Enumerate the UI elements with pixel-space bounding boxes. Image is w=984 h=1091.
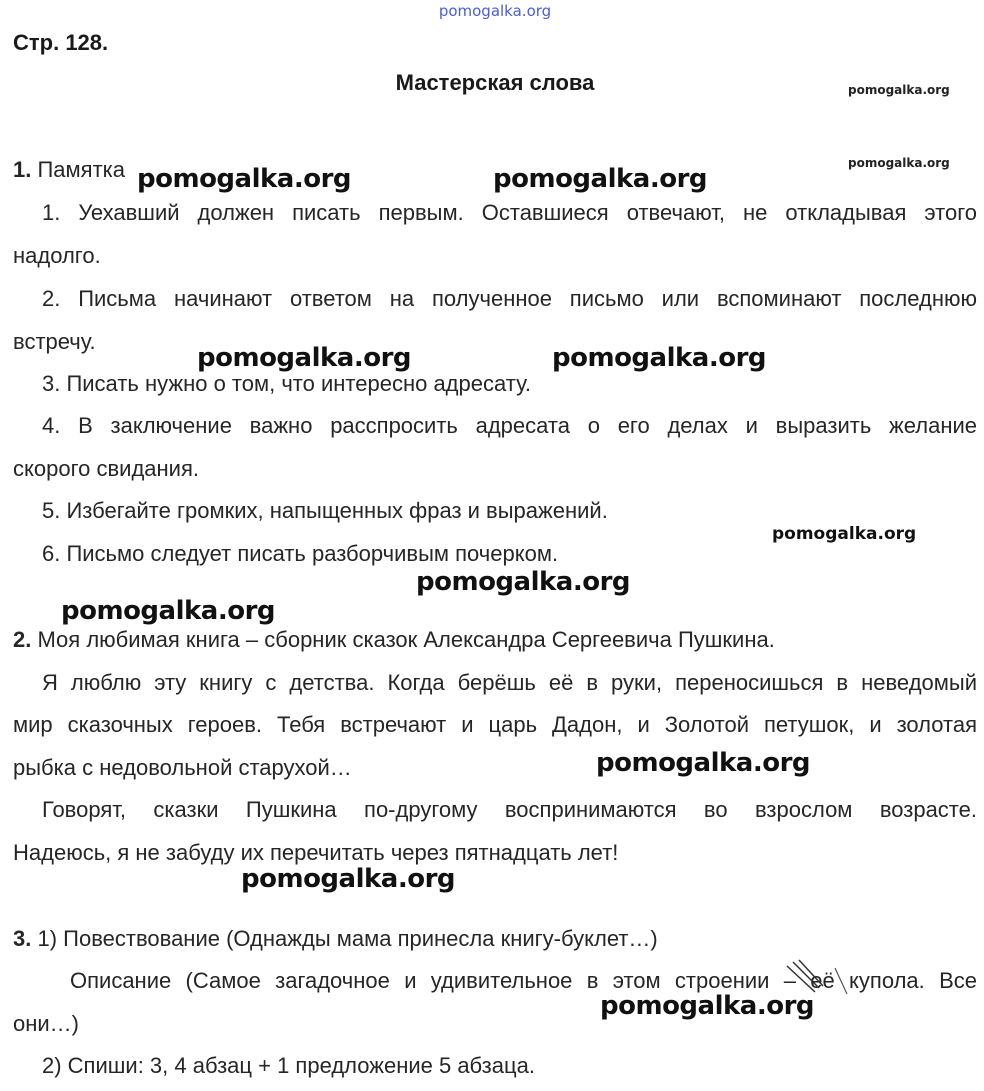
text-line: Я люблю эту книгу с детства. Когда берёшь её в руки, переносишься в неведомый: [42, 670, 977, 695]
text-line: мир сказочных героев. Тебя встречают и царь Дадон, и Золотой петушок, и золотая: [13, 712, 977, 737]
section-2-text: Моя любимая книга – сборник сказок Александра Сергеевича Пушкина.: [37, 627, 775, 652]
watermark: pomogalka.org: [772, 524, 917, 544]
text-line: 1. Уехавший должен писать первым. Оставшиеся отвечают, не откладывая этого: [42, 200, 977, 225]
page-number: Стр. 128.: [13, 30, 109, 55]
text-line: 2) Спиши: 3, 4 абзац + 1 предложение 5 абзаца.: [42, 1053, 535, 1078]
section-1-title: Памятка: [37, 157, 125, 182]
watermark: pomogalka.org: [552, 343, 767, 373]
text-line: рыбка с недовольной старухой…: [13, 755, 352, 780]
text-line: Надеюсь, я не забуду их перечитать через пятнадцать лет!: [13, 840, 619, 865]
text-line: Говорят, сказки Пушкина по-другому воспринимаются во взрослом возрасте.: [42, 797, 977, 822]
text-line: скорого свидания.: [13, 456, 199, 481]
section-1-heading: [13, 157, 125, 183]
watermark-top: pomogalka.org: [438, 2, 552, 20]
watermark: pomogalka.org: [493, 164, 708, 194]
text-line: надолго.: [13, 243, 101, 268]
watermark: pomogalka.org: [416, 567, 631, 597]
watermark: pomogalka.org: [137, 164, 352, 194]
text-line: встречу.: [13, 329, 96, 354]
section-1-number: 1.: [13, 157, 32, 182]
watermark: pomogalka.org: [596, 748, 811, 778]
section-3-text: 1) Повествование (Однажды мама принесла книгу-буклет…): [37, 926, 658, 951]
text-line: Описание (Самое загадочное и удивительное в этом строении – её купола. Все: [70, 968, 977, 993]
watermark: pomogalka.org: [600, 991, 815, 1021]
text-line: 4. В заключение важно расспросить адресата о его делах и выразить желание: [42, 413, 977, 438]
text-line: 5. Избегайте громких, напыщенных фраз и выражений.: [42, 498, 608, 523]
watermark: pomogalka.org: [848, 156, 950, 170]
text-line: 2. Письма начинают ответом на полученное письмо или вспоминают последнюю: [42, 286, 977, 311]
text-line: они…): [13, 1011, 79, 1036]
section-2-number: 2.: [13, 627, 32, 652]
section-3-first-line: [13, 926, 658, 952]
text-line: 6. Письмо следует писать разборчивым почерком.: [42, 541, 559, 566]
watermark: pomogalka.org: [197, 343, 412, 373]
watermark: pomogalka.org: [848, 83, 950, 97]
page-title: Мастерская слова: [395, 70, 595, 95]
text-line: 3. Писать нужно о том, что интересно адресату.: [42, 371, 531, 396]
section-2-first-line: [13, 627, 775, 653]
watermark: pomogalka.org: [61, 596, 276, 626]
watermark: pomogalka.org: [241, 864, 456, 894]
section-3-number: 3.: [13, 926, 32, 951]
